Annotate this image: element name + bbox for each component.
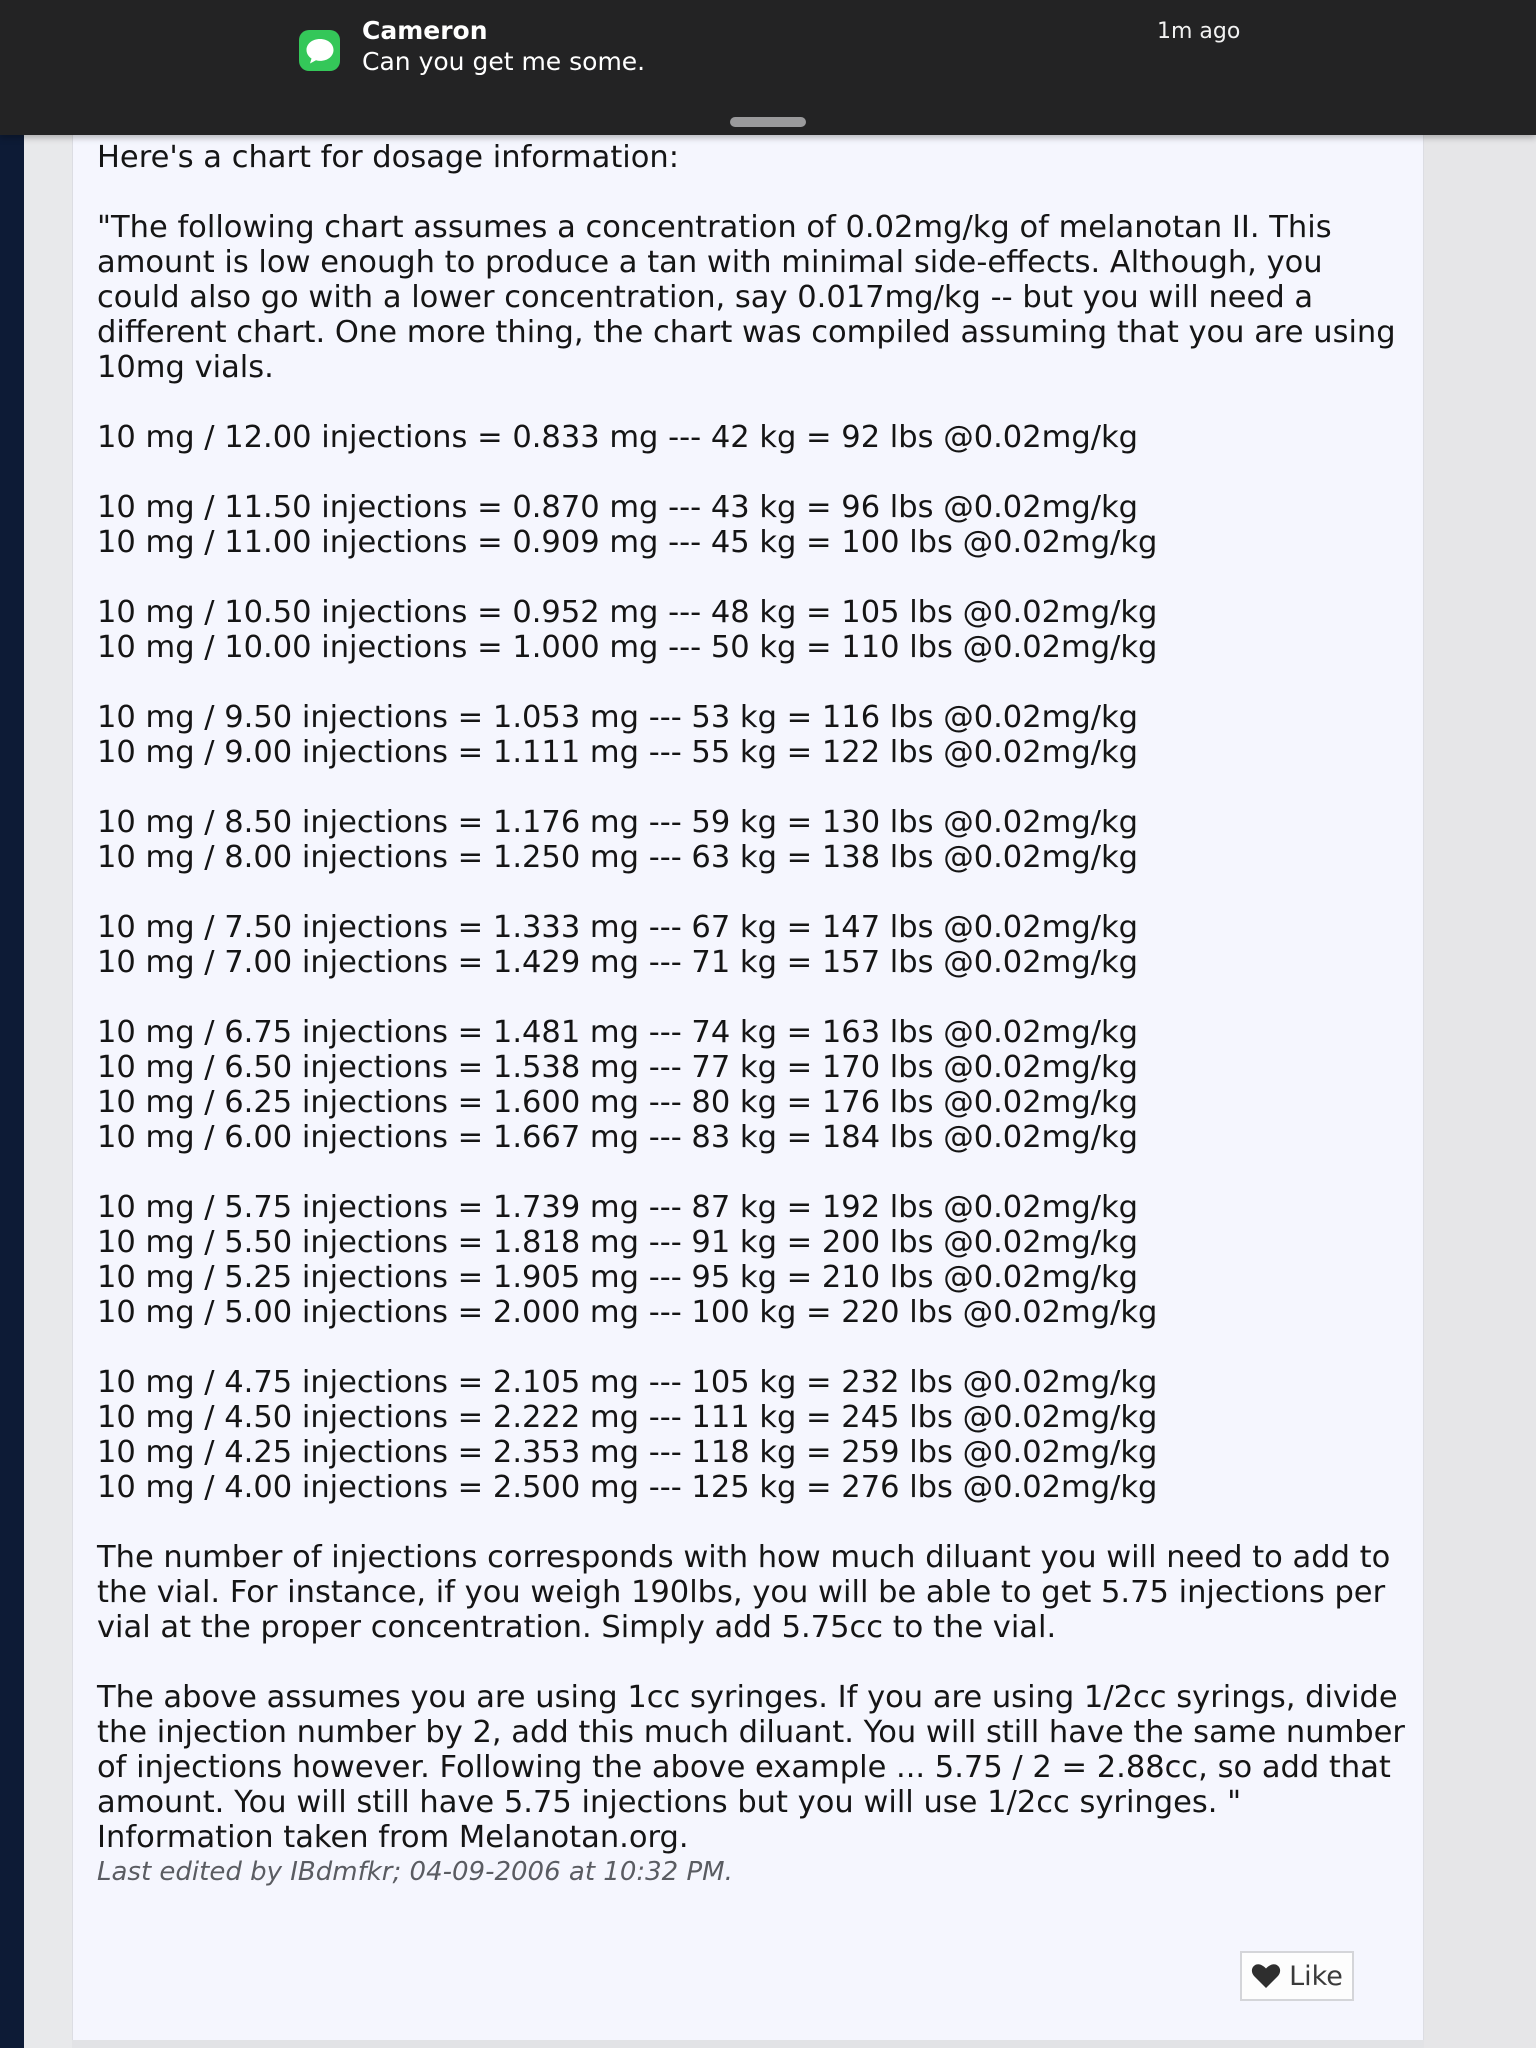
dosage-row: 10 mg / 11.00 injections = 0.909 mg --- 45 kg = 100 lbs @0.02mg/kg — [97, 525, 1158, 560]
dosage-row: 10 mg / 4.75 injections = 2.105 mg --- 105 kg = 232 lbs @0.02mg/kg — [97, 1365, 1158, 1400]
dosage-row: 10 mg / 10.50 injections = 0.952 mg --- 48 kg = 105 lbs @0.02mg/kg — [97, 595, 1158, 630]
notification-sender: Cameron — [362, 16, 488, 45]
dosage-group — [97, 420, 1407, 455]
dosage-row: 10 mg / 5.00 injections = 2.000 mg --- 100 kg = 220 lbs @0.02mg/kg — [97, 1295, 1158, 1330]
notification-time: 1m ago — [1157, 19, 1241, 44]
dosage-row: 10 mg / 8.50 injections = 1.176 mg --- 59 kg = 130 lbs @0.02mg/kg — [97, 805, 1138, 840]
dosage-group — [97, 1015, 1407, 1155]
dosage-group — [97, 1365, 1407, 1505]
dosage-row: 10 mg / 6.75 injections = 1.481 mg --- 74 kg = 163 lbs @0.02mg/kg — [97, 1015, 1138, 1050]
diluant-paragraph: The number of injections corresponds with how much diluant you will need to add to the vial. For instance, if you weigh 190lbs, you will be able to get 5.75 injections per vial at the proper concentration. Simply add 5.75cc to the vial. — [97, 1540, 1391, 1645]
dosage-row: 10 mg / 4.25 injections = 2.353 mg --- 118 kg = 259 lbs @0.02mg/kg — [97, 1435, 1158, 1470]
forum-post — [72, 0, 1424, 2040]
dosage-group — [97, 700, 1407, 770]
dosage-row: 10 mg / 4.50 injections = 2.222 mg --- 111 kg = 245 lbs @0.02mg/kg — [97, 1400, 1158, 1435]
dosage-group — [97, 490, 1407, 560]
dosage-row: 10 mg / 6.50 injections = 1.538 mg --- 77 kg = 170 lbs @0.02mg/kg — [97, 1050, 1138, 1085]
dosage-row: 10 mg / 6.25 injections = 1.600 mg --- 80 kg = 176 lbs @0.02mg/kg — [97, 1085, 1138, 1120]
dosage-row: 10 mg / 7.00 injections = 1.429 mg --- 71 kg = 157 lbs @0.02mg/kg — [97, 945, 1138, 980]
dosage-row: 10 mg / 5.75 injections = 1.739 mg --- 87 kg = 192 lbs @0.02mg/kg — [97, 1190, 1138, 1225]
dosage-row: 10 mg / 5.25 injections = 1.905 mg --- 95 kg = 210 lbs @0.02mg/kg — [97, 1260, 1138, 1295]
right-gutter — [1424, 0, 1536, 2048]
left-gutter — [24, 0, 72, 2048]
dosage-row: 10 mg / 12.00 injections = 0.833 mg --- 42 kg = 92 lbs @0.02mg/kg — [97, 420, 1138, 455]
like-label: Like — [1289, 1960, 1343, 1992]
left-edge-bar — [0, 0, 24, 2048]
dosage-row: 10 mg / 10.00 injections = 1.000 mg --- 50 kg = 110 lbs @0.02mg/kg — [97, 630, 1158, 665]
dosage-row: 10 mg / 4.00 injections = 2.500 mg --- 125 kg = 276 lbs @0.02mg/kg — [97, 1470, 1158, 1505]
notification-message: Can you get me some. — [362, 47, 646, 76]
post-intro: Here's a chart for dosage information: — [97, 140, 680, 175]
dosage-row: 10 mg / 7.50 injections = 1.333 mg --- 67 kg = 147 lbs @0.02mg/kg — [97, 910, 1138, 945]
last-edited-note: Last edited by IBdmfkr; 04-09-2006 at 10:32 PM. — [97, 1857, 733, 1887]
dosage-group — [97, 805, 1407, 875]
banner-grabber-handle[interactable] — [730, 117, 806, 127]
syringe-paragraph: The above assumes you are using 1cc syringes. If you are using 1/2cc syrings, divide the injection number by 2, add this much diluant. You will still have the same number of injections however. Following the above example ... 5.75 / 2 = 2.88cc, so add that amount. You will still have 5.75 injections but you will use 1/2cc syringes. " Information taken from Melanotan.org. — [97, 1680, 1405, 1855]
dosage-row: 10 mg / 8.00 injections = 1.250 mg --- 63 kg = 138 lbs @0.02mg/kg — [97, 840, 1138, 875]
dosage-chart — [97, 420, 1407, 1505]
messages-icon — [299, 30, 340, 71]
dosage-group — [97, 595, 1407, 665]
notification-banner[interactable] — [0, 0, 1536, 135]
dosage-group — [97, 1190, 1407, 1330]
dosage-row: 10 mg / 9.50 injections = 1.053 mg --- 53 kg = 116 lbs @0.02mg/kg — [97, 700, 1138, 735]
like-button[interactable] — [1240, 1951, 1354, 2001]
quote-intro-paragraph: "The following chart assumes a concentration of 0.02mg/kg of melanotan II. This amount is low enough to produce a tan with minimal side-effects. Although, you could also go with a lower concentration, say 0.017mg/kg -- but you will need a different chart. One more thing, the chart was compiled assuming that you are using 10mg vials. — [97, 210, 1396, 385]
dosage-row: 10 mg / 5.50 injections = 1.818 mg --- 91 kg = 200 lbs @0.02mg/kg — [97, 1225, 1138, 1260]
dosage-row: 10 mg / 9.00 injections = 1.111 mg --- 55 kg = 122 lbs @0.02mg/kg — [97, 735, 1138, 770]
dosage-row: 10 mg / 11.50 injections = 0.870 mg --- 43 kg = 96 lbs @0.02mg/kg — [97, 490, 1138, 525]
dosage-row: 10 mg / 6.00 injections = 1.667 mg --- 83 kg = 184 lbs @0.02mg/kg — [97, 1120, 1138, 1155]
post-body — [97, 140, 1407, 1890]
dosage-group — [97, 910, 1407, 980]
heart-icon — [1251, 1963, 1281, 1989]
